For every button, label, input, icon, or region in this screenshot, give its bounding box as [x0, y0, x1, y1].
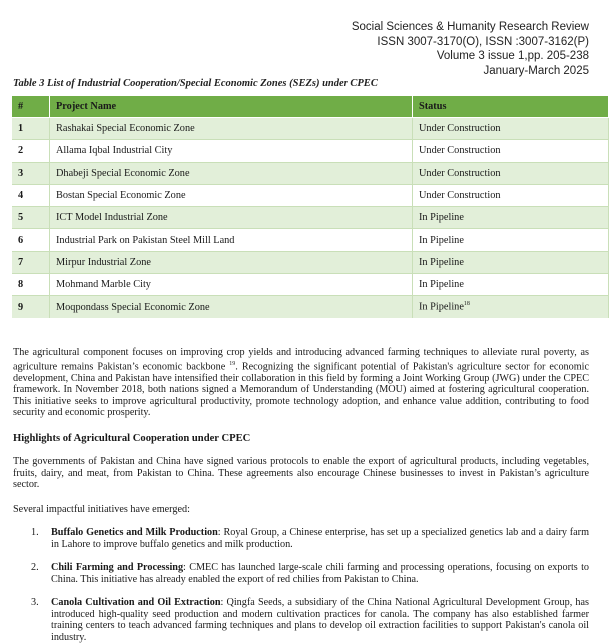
row-number: 8	[12, 274, 50, 296]
project-status	[413, 140, 609, 162]
status-text: In Pipeline	[419, 279, 464, 291]
project-status	[413, 184, 609, 206]
status-text: In Pipeline	[419, 256, 464, 268]
table-row	[12, 251, 609, 273]
project-name: Rashakai Special Economic Zone	[50, 118, 413, 140]
list-item-title: Chili Farming and Processing	[51, 562, 184, 573]
project-name: Bostan Special Economic Zone	[50, 184, 413, 206]
project-name: Industrial Park on Pakistan Steel Mill Land	[50, 229, 413, 251]
project-status	[413, 296, 609, 318]
project-status	[413, 162, 609, 184]
paragraph-agriculture	[13, 347, 589, 419]
row-number: 6	[12, 229, 50, 251]
table-row	[12, 162, 609, 184]
footnote-ref: 19	[229, 360, 236, 367]
project-name: Allama Iqbal Industrial City	[50, 140, 413, 162]
table-row	[12, 118, 609, 140]
list-item	[31, 562, 589, 585]
table-header-row	[12, 96, 609, 118]
list-number: 1.	[31, 527, 39, 538]
table-row	[12, 207, 609, 229]
list-item-body: : CMEC has launched large-scale chili farming and processing operations, focusing on exports to China. This initiative has already enabled the export of red chilies from Pakistan to China.	[51, 562, 589, 585]
list-item	[31, 597, 589, 643]
status-text: Under Construction	[419, 145, 501, 157]
journal-issn: ISSN 3007-3170(O), ISSN :3007-3162(P)	[377, 35, 589, 48]
project-status	[413, 207, 609, 229]
project-status	[413, 229, 609, 251]
journal-volume: Volume 3 issue 1,pp. 205-238	[436, 50, 589, 63]
section-heading: Highlights of Agricultural Cooperation under CPEC	[13, 433, 251, 444]
status-text: In Pipeline	[419, 212, 464, 224]
paragraph-protocols: The governments of Pakistan and China have signed various protocols to enable the export of agricultural products, including vegetables, fruits, dairy, and meat, from Pakistan to China. These agreements also encourage Chinese businesses to invest in Pakistan’s agriculture sector.	[13, 456, 589, 491]
paragraph-text: The agricultural component focuses on improving crop yields and introducing advanced farming techniques to alleviate rural poverty, as agriculture remains Pakistan’s economic backbone	[13, 347, 589, 372]
status-text: Under Construction	[419, 167, 501, 179]
project-name: Moqpondass Special Economic Zone	[50, 296, 413, 318]
footnote-ref: 18	[463, 301, 470, 308]
table-row	[12, 140, 609, 162]
project-status	[413, 118, 609, 140]
project-name: Mohmand Marble City	[50, 274, 413, 296]
paragraph-text-cont: . Recognizing the significant potential of Pakistan's agriculture sector for economic development, China and Pakistan have intensified their collaboration in this field by forming a Joint Working Group (JWG) under the CPEC framework. In November 2018, both nations signed a Memorandum of Understanding (MOU) aimed at fostering agricultural cooperation. This initiative seeks to improve agricultural productivity, promote technology adoption, and enhance value addition, contributing to food security and economic prosperity.	[13, 360, 590, 419]
header-status: Status	[413, 96, 609, 118]
sez-table	[12, 96, 609, 318]
project-name: Mirpur Industrial Zone	[50, 251, 413, 273]
header-project-name: Project Name	[50, 96, 413, 118]
row-number: 1	[12, 118, 50, 140]
project-name: ICT Model Industrial Zone	[50, 207, 413, 229]
list-item-title: Canola Cultivation and Oil Extraction	[51, 597, 221, 608]
project-name: Dhabeji Special Economic Zone	[50, 162, 413, 184]
row-number: 7	[12, 251, 50, 273]
journal-header	[352, 20, 589, 78]
table-caption: Table 3 List of Industrial Cooperation/Special Economic Zones (SEZs) under CPEC	[13, 78, 378, 89]
table-row	[12, 296, 609, 318]
list-text	[51, 562, 589, 585]
list-item-title: Buffalo Genetics and Milk Production	[51, 527, 218, 538]
row-number: 5	[12, 207, 50, 229]
row-number: 4	[12, 184, 50, 206]
table-row	[12, 229, 609, 251]
row-number: 3	[12, 162, 50, 184]
journal-name: Social Sciences & Humanity Research Review	[351, 21, 589, 33]
status-text: Under Construction	[419, 190, 501, 202]
status-text: Under Construction	[419, 123, 501, 135]
header-num: #	[12, 96, 50, 118]
list-item-body: : Qingfa Seeds, a subsidiary of the China National Agricultural Development Group, has introduced high-quality seed production and modern cultivation practices for canola. The company has also established farmer training centers to teach advanced farming techniques and plans to develop oil extraction facilities to support Pakistan's canola oil industry.	[51, 597, 589, 643]
table-row	[12, 184, 609, 206]
row-number: 9	[12, 296, 50, 318]
journal-period: January-March 2025	[483, 64, 589, 77]
row-number: 2	[12, 140, 50, 162]
list-text	[51, 597, 589, 643]
paragraph-initiatives-intro: Several impactful initiatives have emerged:	[13, 504, 190, 515]
status-text: In Pipeline	[419, 234, 464, 246]
project-status	[413, 251, 609, 273]
list-number: 2.	[31, 562, 39, 573]
status-text: In Pipeline	[419, 301, 464, 313]
list-item-body: : Royal Group, a Chinese enterprise, has set up a specialized genetics lab and a dairy farm in Lahore to improve buffalo genetics and milk production.	[51, 527, 589, 550]
list-text	[51, 527, 589, 550]
list-item	[31, 527, 589, 550]
list-number: 3.	[31, 597, 39, 608]
project-status	[413, 274, 609, 296]
table-row	[12, 274, 609, 296]
